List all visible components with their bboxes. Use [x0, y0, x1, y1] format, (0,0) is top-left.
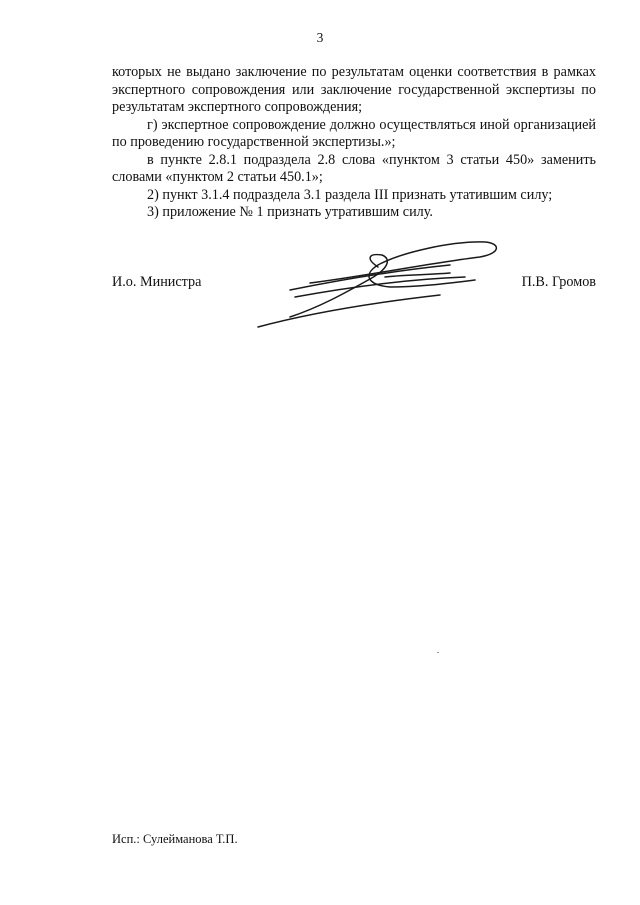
paragraph-continuation: которых не выдано заключение по результатам оценки соответствия в рамках экспертного сопровождения или заключение государственной экспертизы по результатам экспертного сопровождения; — [112, 64, 596, 115]
paragraph-point-2-8-1: в пункте 2.8.1 подраздела 2.8 слова «пунктом 3 статьи 450» заменить словами «пунктом 2 статьи 450.1»; — [112, 151, 596, 185]
executor-note: Исп.: Сулейманова Т.П. — [112, 832, 238, 846]
paragraph-item-3: 3) приложение № 1 признать утратившим силу. — [147, 204, 433, 220]
paragraph-subitem-g: г) экспертное сопровождение должно осуществляться иной организацией по проведению государственной экспертизы.»; — [112, 116, 596, 150]
page-number: 3 — [316, 30, 324, 45]
handwritten-signature — [250, 235, 510, 335]
signatory-title: И.о. Министра — [112, 274, 202, 290]
signatory-name: П.В. Громов — [521, 274, 596, 290]
paragraph-item-2: 2) пункт 3.1.4 подраздела 3.1 раздела III признать утатившим силу; — [147, 186, 553, 203]
scan-speck — [437, 652, 439, 653]
document-body — [112, 64, 596, 222]
